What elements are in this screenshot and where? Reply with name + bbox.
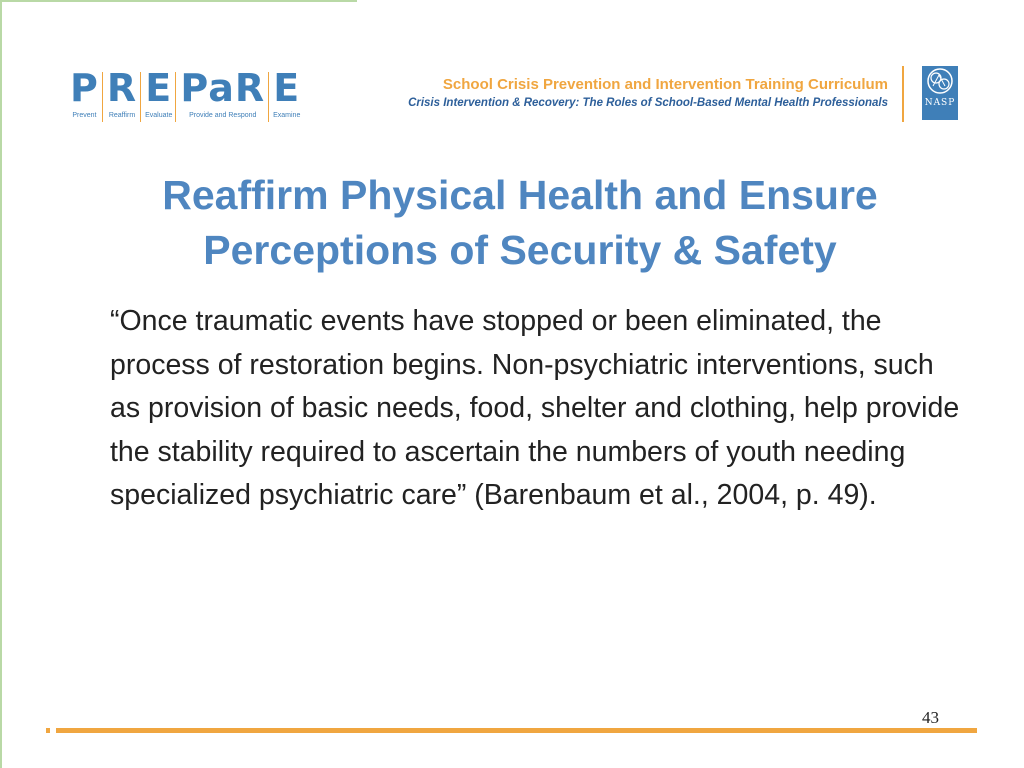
logo-word: Prevent bbox=[72, 112, 97, 119]
page-number: 43 bbox=[922, 708, 939, 727]
curriculum-title: School Crisis Prevention and Intervention Training Curriculum bbox=[442, 76, 888, 93]
logo-letter: R bbox=[106, 66, 138, 110]
logo-letter: PaR bbox=[180, 66, 266, 110]
logo-word: Examine bbox=[273, 112, 301, 119]
curriculum-subtitle: Crisis Intervention & Recovery: The Roles of School-Based Mental Health Professionals bbox=[408, 97, 888, 109]
footer-accent-mark bbox=[46, 728, 50, 733]
prepare-logo bbox=[66, 68, 304, 122]
nasp-logo-text: NASP bbox=[924, 98, 956, 108]
logo-letter: E bbox=[273, 66, 301, 110]
logo-segment-prevent bbox=[66, 68, 103, 122]
slide-frame-left bbox=[0, 0, 2, 768]
slide-title-line: Perceptions of Security & Safety bbox=[203, 227, 837, 273]
logo-letter: E bbox=[145, 66, 173, 110]
nasp-logo bbox=[922, 66, 958, 120]
slide-title-line: Reaffirm Physical Health and Ensure bbox=[162, 172, 878, 218]
logo-word: Reaffirm bbox=[108, 112, 136, 119]
logo-segment-examine bbox=[269, 68, 304, 122]
header-divider bbox=[902, 66, 904, 122]
logo-word: Evaluate bbox=[145, 112, 173, 119]
logo-segment-reaffirm bbox=[103, 68, 141, 122]
slide-title bbox=[60, 168, 980, 278]
logo-letter: P bbox=[70, 66, 99, 110]
logo-word: Provide and Respond bbox=[189, 112, 257, 119]
slide-quote-body: “Once traumatic events have stopped or been eliminated, the process of restoration begins. Non-psychiatric interventions, such as provision of basic needs, food, shelter and clothing, help provide the stability required to ascertain the numbers of youth needing specialized psychiatric care” (Barenbaum et al., 2004, p. 49). bbox=[110, 305, 960, 511]
slide-frame-top bbox=[0, 0, 357, 2]
nasp-emblem-icon bbox=[925, 66, 955, 96]
logo-segment-evaluate bbox=[141, 68, 176, 122]
footer-bar bbox=[56, 728, 977, 733]
logo-segment-provide-respond bbox=[176, 68, 269, 122]
